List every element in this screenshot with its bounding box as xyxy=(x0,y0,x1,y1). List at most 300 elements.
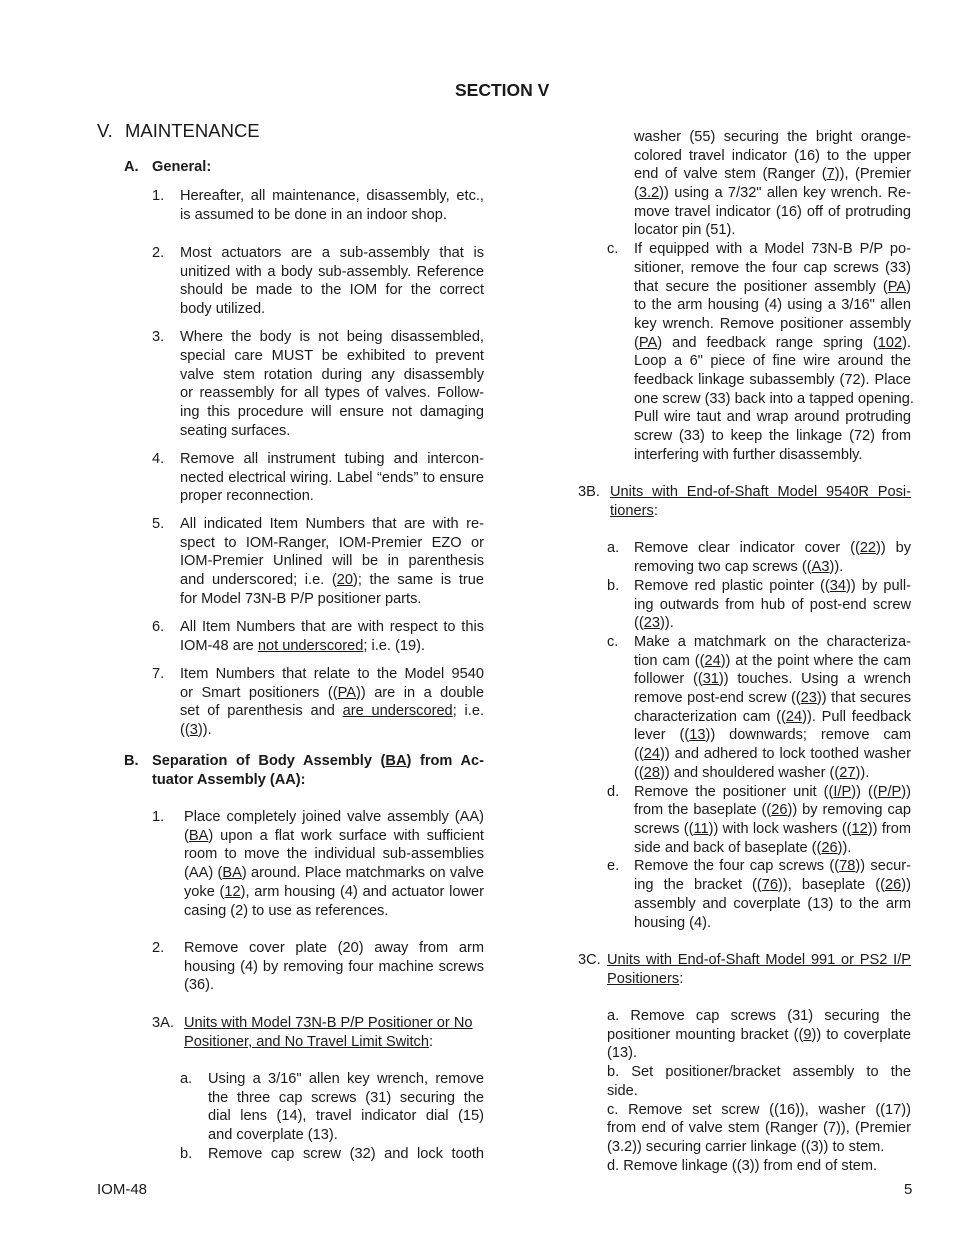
text-span: )) using a 7/32" allen key wrench. Re- xyxy=(659,185,911,201)
text-line xyxy=(634,708,911,727)
text-line xyxy=(184,976,214,995)
text-line xyxy=(634,596,911,615)
text-line xyxy=(634,240,911,259)
text-line xyxy=(634,652,911,671)
text-span: Loop a 6" piece of fine wire around the xyxy=(634,353,911,369)
text-span: c. xyxy=(607,634,619,650)
text-line xyxy=(607,1157,877,1176)
text-line xyxy=(634,296,911,315)
text-line xyxy=(180,300,265,319)
text-span: ), arm housing (4) and actuator lower xyxy=(240,884,484,900)
text-line xyxy=(184,827,484,846)
text-line xyxy=(607,1119,911,1138)
chapter-numeral: V. xyxy=(97,120,113,141)
text-span: a. Remove cap screws (31) securing the xyxy=(607,1008,911,1024)
text-span: 1. xyxy=(152,188,165,204)
text-span: dial lens (14), travel indicator dial (15) xyxy=(208,1108,484,1124)
text-span: interfering with further disassembly. xyxy=(634,447,863,463)
text-line xyxy=(184,902,388,921)
text-span: )). xyxy=(829,559,844,575)
text-line xyxy=(184,808,484,827)
underlined-text: PA xyxy=(638,335,658,351)
text-span: 6. xyxy=(152,619,165,635)
underlined-text: 13 xyxy=(689,727,706,743)
text-span: )) touches. Using a wrench xyxy=(718,671,911,687)
text-line xyxy=(184,958,484,977)
text-span: Most actuators are a sub-assembly that is xyxy=(180,245,484,261)
text-span: colored travel indicator (16) to the upper xyxy=(634,148,911,164)
text-span: Using a 3/16" allen key wrench, remove xyxy=(208,1071,484,1087)
text-line xyxy=(180,590,421,609)
text-line xyxy=(634,446,862,465)
text-line xyxy=(634,839,851,858)
text-line xyxy=(634,278,911,297)
text-line xyxy=(180,403,484,422)
text-span: )) secur- xyxy=(855,858,911,874)
text-line xyxy=(634,334,911,353)
text-span: )) by removing cap xyxy=(787,802,911,818)
text-span: )) and shouldered washer (( xyxy=(659,765,840,781)
underlined-text: 31 xyxy=(702,671,719,687)
underlined-text: PA xyxy=(887,279,907,295)
underlined-text: 24 xyxy=(704,653,721,669)
text-line xyxy=(634,577,911,596)
text-span: )) are in a double xyxy=(356,685,484,701)
underlined-text: P/P xyxy=(877,784,902,800)
text-line xyxy=(184,1014,472,1033)
text-line xyxy=(634,259,911,278)
text-span: a. xyxy=(180,1071,193,1087)
text-span: )) from xyxy=(867,821,912,837)
text-span: All Item Numbers that are with respect to this xyxy=(180,619,484,635)
text-span: d. xyxy=(607,784,620,800)
text-span: nected electrical wiring. Label “ends” to ensure xyxy=(180,470,484,486)
text-line xyxy=(180,637,425,656)
text-line xyxy=(180,187,484,206)
text-line xyxy=(634,745,911,764)
text-span: side. xyxy=(607,1083,638,1099)
text-span: one screw (33) back into a tapped opening. xyxy=(634,391,914,407)
text-line xyxy=(184,845,484,864)
text-line xyxy=(610,483,911,502)
underlined-text: I/P xyxy=(833,784,852,800)
text-span: housing (4) by removing four machine screws xyxy=(184,959,484,975)
underlined-text: PA xyxy=(337,685,356,701)
text-line xyxy=(634,633,911,652)
text-span: seating surfaces. xyxy=(180,423,291,439)
text-span: )) xyxy=(901,877,911,893)
text-line xyxy=(634,914,711,933)
text-span: ; i.e. xyxy=(452,703,485,719)
text-span: remove post-end screw (( xyxy=(634,690,801,706)
text-line xyxy=(152,244,164,263)
text-span: Separation of Body Assembly ( xyxy=(152,753,386,769)
text-line xyxy=(180,552,484,571)
underlined-text: Positioners xyxy=(607,971,680,987)
text-line xyxy=(607,633,618,652)
text-span: (3.2)) securing carrier linkage ((3)) to stem. xyxy=(607,1139,885,1155)
text-line xyxy=(152,328,164,347)
text-span: IOM-48 are xyxy=(180,638,258,654)
text-line xyxy=(184,883,484,902)
text-span: body utilized. xyxy=(180,301,266,317)
text-span: that secure the positioner assembly ( xyxy=(634,279,888,295)
underlined-text: Positioner, and No Travel Limit Switch xyxy=(184,1034,429,1050)
text-span: tuator Assembly (AA): xyxy=(152,772,306,788)
text-span: )), baseplate (( xyxy=(777,877,886,893)
text-span: Remove the four cap screws (( xyxy=(634,858,840,874)
text-span: : xyxy=(653,503,658,519)
text-line xyxy=(607,951,911,970)
text-span: )). xyxy=(855,765,870,781)
underlined-text: 24 xyxy=(785,709,803,725)
text-span: or Smart positioners (( xyxy=(180,685,338,701)
text-line xyxy=(607,783,619,802)
text-line xyxy=(180,244,484,263)
text-line xyxy=(634,427,911,446)
text-span: )). xyxy=(659,615,674,631)
text-span: key wrench. Remove positioner assembly xyxy=(634,316,911,332)
text-line xyxy=(208,1145,484,1164)
text-line xyxy=(634,352,911,371)
text-line xyxy=(180,665,484,684)
text-line xyxy=(180,328,484,347)
text-span: A. xyxy=(124,159,139,175)
text-span: Remove cover plate (20) away from arm xyxy=(184,940,484,956)
text-line xyxy=(180,1145,192,1164)
text-line xyxy=(634,783,911,802)
text-line xyxy=(634,726,911,745)
text-line xyxy=(180,571,484,590)
text-span: ) around. Place matchmarks on valve xyxy=(241,865,484,881)
text-line xyxy=(578,483,600,502)
text-line xyxy=(634,857,911,876)
text-span: )) and adhered to lock toothed washer xyxy=(659,746,911,762)
text-span: ing this procedure will ensure not damaging xyxy=(180,404,484,420)
text-span: from end of valve stem (Ranger (7)), (Premier xyxy=(607,1120,911,1136)
text-line xyxy=(152,665,164,684)
text-span: the three cap screws (31) securing the xyxy=(208,1090,484,1106)
text-line xyxy=(180,347,484,366)
text-span: casing (2) to use as references. xyxy=(184,903,389,919)
text-line xyxy=(124,752,139,771)
text-span: sitioner, remove the four cap screws (33) xyxy=(634,260,911,276)
text-span: should be made to the IOM for the correct xyxy=(180,282,484,298)
text-line xyxy=(607,1138,884,1157)
text-span: )) to coverplate xyxy=(811,1027,911,1043)
text-line xyxy=(124,158,139,177)
text-line xyxy=(607,539,619,558)
text-span: feedback linkage subassembly (72). Place xyxy=(634,372,911,388)
text-line xyxy=(634,165,911,184)
text-line xyxy=(607,1063,911,1082)
text-line xyxy=(152,939,164,958)
text-span: end of valve stem (Ranger ( xyxy=(634,166,827,182)
text-span: ing the bracket (( xyxy=(634,877,762,893)
text-span: General: xyxy=(152,159,212,175)
underlined-text: 34 xyxy=(829,578,846,594)
underlined-text: 9 xyxy=(803,1027,812,1043)
text-span: follower (( xyxy=(634,671,703,687)
text-span: c. Remove set screw ((16)), washer ((17)) xyxy=(607,1102,911,1118)
text-span: IOM-Premier Unlined will be in parenthesis xyxy=(180,553,484,569)
underlined-text: 12 xyxy=(224,884,241,900)
text-line xyxy=(180,450,484,469)
text-span: e. xyxy=(607,858,620,874)
text-line xyxy=(634,315,911,334)
text-line xyxy=(607,1044,637,1063)
underlined-text: 27 xyxy=(839,765,856,781)
text-line xyxy=(180,721,212,740)
text-line xyxy=(634,689,911,708)
text-span: Place completely joined valve assembly (AA) xyxy=(184,809,484,825)
text-span: (AA) ( xyxy=(184,865,223,881)
text-span: screw (33) to keep the linkage (72) from xyxy=(634,428,911,444)
text-span: )) (( xyxy=(851,784,878,800)
text-line xyxy=(634,408,911,427)
text-line xyxy=(152,618,164,637)
text-span: set of parenthesis and xyxy=(180,703,343,719)
text-line xyxy=(180,469,484,488)
chapter-heading: MAINTENANCE xyxy=(125,120,260,141)
text-span: and coverplate (13). xyxy=(208,1127,338,1143)
text-span: 7. xyxy=(152,666,165,682)
text-line xyxy=(152,808,164,827)
text-span: b. xyxy=(607,578,620,594)
text-line xyxy=(180,366,484,385)
underlined-text: 3 xyxy=(189,722,198,738)
text-span: (( xyxy=(634,615,644,631)
underlined-text: 11 xyxy=(693,821,709,837)
text-line xyxy=(208,1107,484,1126)
text-span: )) by xyxy=(876,540,911,556)
text-span: ) from Ac- xyxy=(406,753,484,769)
text-line xyxy=(180,684,484,703)
text-span: lever (( xyxy=(634,727,690,743)
text-line xyxy=(180,384,484,403)
underlined-text: BA xyxy=(385,753,407,769)
text-line xyxy=(607,1026,911,1045)
text-span: 2. xyxy=(152,940,165,956)
text-line xyxy=(180,487,314,506)
text-span: from the baseplate (( xyxy=(634,802,772,818)
underlined-text: BA xyxy=(222,865,242,881)
text-line xyxy=(152,752,484,771)
underlined-text: 76 xyxy=(761,877,778,893)
text-line xyxy=(180,206,447,225)
text-line xyxy=(578,951,601,970)
text-span: Item Numbers that relate to the Model 9540 xyxy=(180,666,484,682)
text-span: (13). xyxy=(607,1045,638,1061)
text-span: proper reconnection. xyxy=(180,488,314,504)
text-span: 3B. xyxy=(578,484,600,500)
text-line xyxy=(180,1070,192,1089)
text-line xyxy=(634,390,914,409)
text-span: room to move the individual sub-assemblies xyxy=(184,846,484,862)
text-line xyxy=(152,771,306,790)
text-line xyxy=(607,577,619,596)
text-line xyxy=(180,281,484,300)
text-line xyxy=(180,618,484,637)
text-line xyxy=(607,857,619,876)
underlined-text: 24 xyxy=(643,746,660,762)
text-line xyxy=(634,371,911,390)
text-span: spect to IOM-Ranger, IOM-Premier EZO or xyxy=(180,535,484,551)
text-line xyxy=(607,1082,638,1101)
text-span: tion cam (( xyxy=(634,653,705,669)
text-span: (36). xyxy=(184,977,215,993)
text-span: (( xyxy=(634,765,644,781)
text-span: Remove red plastic pointer (( xyxy=(634,578,830,594)
text-span: )). Pull feedback xyxy=(802,709,912,725)
text-span: characterization cam (( xyxy=(634,709,786,725)
text-line xyxy=(634,614,674,633)
underlined-text: are underscored xyxy=(342,703,453,719)
text-span: )) downwards; remove cam xyxy=(705,727,911,743)
text-line xyxy=(634,147,911,166)
text-span: 3C. xyxy=(578,952,601,968)
text-line xyxy=(152,158,211,177)
text-span: ing outwards from hub of post-end screw xyxy=(634,597,911,613)
underlined-text: 22 xyxy=(859,540,877,556)
footer-doc-id: IOM-48 xyxy=(97,1181,148,1198)
text-line xyxy=(208,1089,484,1108)
text-line xyxy=(180,534,484,553)
text-span: valve stem rotation during any disassembly xyxy=(180,367,484,383)
text-line xyxy=(152,515,164,534)
text-line xyxy=(610,502,658,521)
underlined-text: A3 xyxy=(811,559,830,575)
text-span: ). xyxy=(902,335,911,351)
text-line xyxy=(634,128,911,147)
text-span: 1. xyxy=(152,809,165,825)
underlined-text: Units with End-of-Shaft Model 9540R Posi- xyxy=(610,484,911,500)
text-span: Remove cap screw (32) and lock tooth xyxy=(208,1146,484,1162)
text-span: 5. xyxy=(152,516,165,532)
text-span: and underscored; i.e. ( xyxy=(180,572,337,588)
text-span: screws (( xyxy=(634,821,694,837)
text-line xyxy=(208,1126,338,1145)
text-span: ) upon a flat work surface with sufficient xyxy=(208,828,484,844)
text-line xyxy=(634,764,869,783)
text-span: unitized with a body sub-assembly. Reference xyxy=(180,264,484,280)
text-span: removing two cap screws (( xyxy=(634,559,812,575)
text-line xyxy=(180,422,290,441)
text-span: to the arm housing (4) using a 3/16" allen xyxy=(634,297,911,313)
text-span: )), (Premier xyxy=(834,166,911,182)
text-span: Where the body is not being disassembled, xyxy=(180,329,484,345)
underlined-text: 20 xyxy=(336,572,353,588)
underlined-text: 26 xyxy=(821,840,838,856)
underlined-text: 23 xyxy=(800,690,817,706)
text-span: ( xyxy=(634,185,639,201)
text-line xyxy=(634,221,735,240)
text-line xyxy=(634,203,911,222)
text-span: 3A. xyxy=(152,1015,174,1031)
text-span: ( xyxy=(184,828,189,844)
text-span: 3. xyxy=(152,329,165,345)
text-span: ) xyxy=(906,279,911,295)
text-span: )) with lock washers (( xyxy=(708,821,852,837)
text-line xyxy=(152,187,164,206)
text-line xyxy=(152,450,164,469)
text-span: ); the same is true xyxy=(352,572,484,588)
text-span: d. Remove linkage ((3)) from end of stem. xyxy=(607,1158,878,1174)
text-span: move travel indicator (16) off of protruding xyxy=(634,204,911,220)
underlined-text: 7 xyxy=(826,166,835,182)
text-span: ) and feedback range spring ( xyxy=(657,335,878,351)
text-span: )). xyxy=(837,840,852,856)
text-line xyxy=(634,820,911,839)
text-span: B. xyxy=(124,753,139,769)
text-span: positioner mounting bracket (( xyxy=(607,1027,804,1043)
text-span: )) that secures xyxy=(816,690,911,706)
text-span: assembly and coverplate (13) to the arm xyxy=(634,896,911,912)
text-line xyxy=(607,1101,911,1120)
text-span: : xyxy=(679,971,684,987)
text-line xyxy=(180,702,484,721)
text-span: Hereafter, all maintenance, disassembly, etc., xyxy=(180,188,484,204)
text-span: All indicated Item Numbers that are with re- xyxy=(180,516,484,532)
underlined-text: tioners xyxy=(610,503,654,519)
underlined-text: 102 xyxy=(877,335,903,351)
text-span: or reassembly for all types of valves. Follow- xyxy=(180,385,484,401)
text-span: b. Set positioner/bracket assembly to the xyxy=(607,1064,911,1080)
text-line xyxy=(634,895,911,914)
text-line xyxy=(607,970,683,989)
text-span: If equipped with a Model 73N-B P/P po- xyxy=(634,241,911,257)
underlined-text: 23 xyxy=(643,615,660,631)
text-line xyxy=(634,670,911,689)
text-span: )) xyxy=(901,784,911,800)
text-span: special care MUST be exhibited to prevent xyxy=(180,348,484,364)
text-span: 2. xyxy=(152,245,165,261)
underlined-text: 26 xyxy=(885,877,902,893)
text-line xyxy=(184,1033,433,1052)
underlined-text: 3.2 xyxy=(638,185,660,201)
section-title: SECTION V xyxy=(455,80,550,100)
text-line xyxy=(634,558,843,577)
text-line xyxy=(634,876,911,895)
text-line xyxy=(184,864,484,883)
text-span: (( xyxy=(180,722,190,738)
underlined-text: Units with Model 73N-B P/P Positioner or No xyxy=(184,1015,473,1031)
text-span: Remove all instrument tubing and intercon- xyxy=(180,451,484,467)
text-line xyxy=(184,939,484,958)
underlined-text: 12 xyxy=(851,821,868,837)
text-span: yoke ( xyxy=(184,884,225,900)
text-span: side and back of baseplate (( xyxy=(634,840,822,856)
text-span: housing (4). xyxy=(634,915,712,931)
text-span: Remove clear indicator cover (( xyxy=(634,540,860,556)
text-span: : xyxy=(428,1034,434,1050)
text-span: b. xyxy=(180,1146,193,1162)
text-line xyxy=(634,184,911,203)
text-span: is assumed to be done in an indoor shop. xyxy=(180,207,447,223)
text-span: Remove the positioner unit (( xyxy=(634,784,834,800)
text-line xyxy=(180,263,484,282)
text-span: for Model 73N-B P/P positioner parts. xyxy=(180,591,422,607)
text-span: Pull wire taut and wrap around protruding xyxy=(634,409,911,425)
text-line xyxy=(152,1014,174,1033)
text-span: ; i.e. (19). xyxy=(363,638,425,654)
underlined-text: 78 xyxy=(839,858,856,874)
text-span: )). xyxy=(197,722,212,738)
text-span: c. xyxy=(607,241,619,257)
text-line xyxy=(180,515,484,534)
underlined-text: BA xyxy=(188,828,209,844)
underlined-text: 26 xyxy=(771,802,788,818)
